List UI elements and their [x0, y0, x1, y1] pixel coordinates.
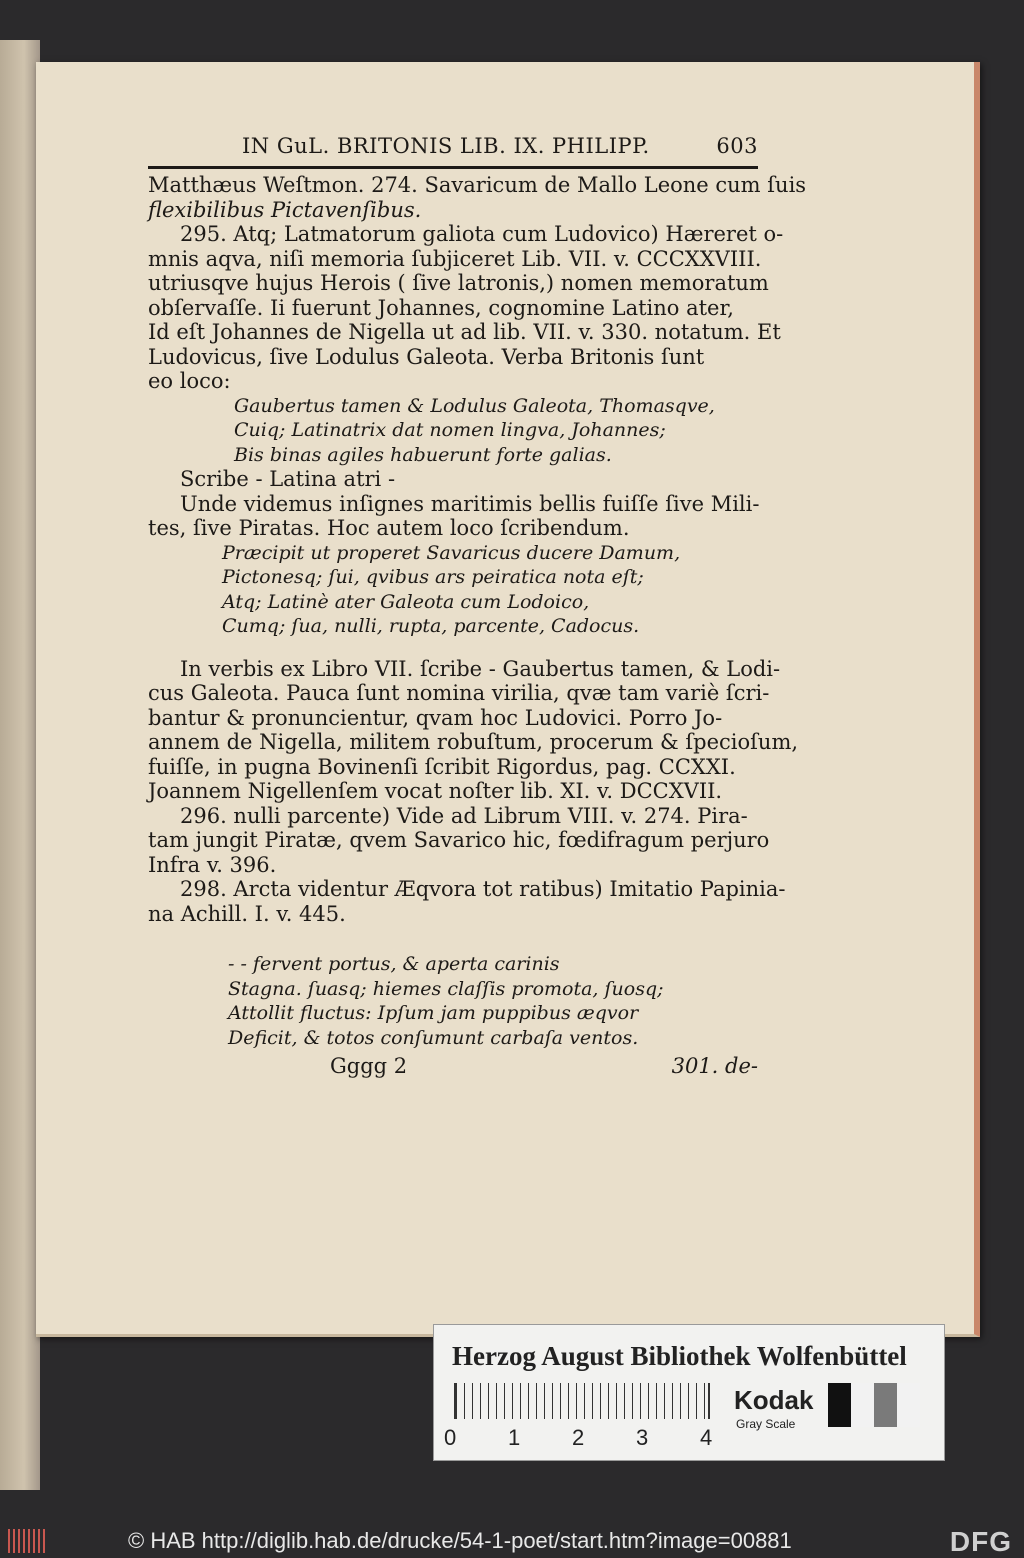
text-line: mnis aqva, niſi memoria ſubjiceret Lib. VII. v. CCCXXVIII. [148, 246, 762, 271]
ruler-number: 1 [508, 1425, 521, 1450]
page-footer [148, 1054, 758, 1084]
text-line: flexibilibus Pictavenſibus. [148, 197, 422, 222]
header-rule [148, 166, 758, 169]
barcode-icon [8, 1529, 48, 1553]
text-line: 298. Arcta videntur Æqvora tot ratibus) Imitatio Papinia- [180, 877, 786, 901]
ruler-number: 0 [444, 1425, 457, 1450]
page-text [148, 132, 807, 1084]
text-line: Infra v. 396. [148, 852, 277, 877]
gray-patch [897, 1383, 920, 1427]
verse-line: - - fervent portus, & aperta carinis [228, 953, 560, 975]
text-line: Unde videmus inſignes maritimis bellis fuiſſe ſive Mili- [180, 491, 760, 516]
kodak-logo: Kodak [734, 1385, 814, 1415]
text-line: tam jungit Piratæ, qvem Savarico hic, fœdifragum perjuro [148, 828, 770, 852]
text-line: Id eſt Johannes de Nigella ut ad lib. VII. v. 330. notatum. Et [148, 320, 781, 344]
text-line: Scribe - Latina atri - [180, 467, 396, 491]
header-title: IN GuL. BRITONIS LIB. IX. PHILIPP. [242, 134, 650, 158]
text-line: Joannem Nigellenſem vocat noſter lib. XI. v. DCCXVII. [148, 779, 723, 803]
spacer [148, 639, 758, 657]
library-name: Herzog August Bibliothek Wolfenbüttel [452, 1341, 907, 1371]
text-line: bantur & pronuncientur, qvam hoc Ludovici. Porro Jo- [148, 705, 723, 730]
running-header [148, 132, 758, 160]
gray-patch [874, 1383, 897, 1427]
gray-patches [828, 1383, 920, 1427]
verse-line: Pictonesq; ſui, qvibus ars peiratica nota eſt; [222, 566, 644, 588]
text-line: cus Galeota. Pauca ſunt nomina virilia, qvæ tam variè ſcri- [148, 681, 770, 705]
verse-line: Præcipit ut properet Savaricus ducere Damum, [222, 541, 681, 564]
footer-bar [0, 1527, 1024, 1557]
verse-line: Gaubertus tamen & Lodulus Galeota, Thomasqve, [234, 394, 715, 417]
verse-line: Cuiq; Latinatrix dat nomen lingva, Johannes; [234, 419, 666, 441]
ruler-number: 2 [572, 1425, 585, 1450]
color-reference-card [433, 1324, 945, 1461]
ruler-number: 3 [636, 1425, 649, 1450]
signature-mark: Gggg 2 [330, 1054, 408, 1078]
text-line: Ludovicus, ſive Lodulus Galeota. Verba Britonis ſunt [148, 344, 705, 369]
text-line: eo loco: [148, 369, 231, 393]
gray-patch [828, 1383, 851, 1427]
text-line: obſervaſſe. Ii fuerunt Johannes, cognomine Latino ater, [148, 295, 734, 320]
verse-line: Attollit fluctus: Ipſum jam puppibus æqvor [228, 1002, 639, 1024]
gray-patch [851, 1383, 874, 1427]
book-page [36, 62, 980, 1337]
verse-line: Stagna. ſuasq; hiemes claſſis promota, ſuosq; [228, 977, 664, 1000]
verse-line: Bis binas agiles habuerunt forte galias. [234, 443, 612, 466]
ruler-number: 4 [700, 1425, 713, 1450]
verse-line: Cumq; ſua, nulli, rupta, parcente, Cadocus. [222, 615, 640, 637]
text-line: tes, ſive Piratas. Hoc autem loco ſcribendum. [148, 516, 630, 540]
text-line: 296. nulli parcente) Vide ad Librum VIII. v. 274. Pira- [180, 803, 748, 828]
gray-scale-label: Gray Scale [736, 1417, 796, 1431]
verse-line: Deficit, & totos conſumunt carbaſa ventos. [228, 1026, 639, 1049]
credit-link[interactable]: © HAB http://diglib.hab.de/drucke/54-1-poet/start.htm?image=00881 [128, 1528, 792, 1553]
verse-line: Atq; Latinè ater Galeota cum Lodoico, [222, 590, 590, 613]
page-number: 603 [716, 134, 758, 158]
catchword: 301. de- [671, 1054, 758, 1078]
ruler-ticks [454, 1383, 710, 1419]
text-line: na Achill. I. v. 445. [148, 901, 346, 926]
dfg-logo: DFG [949, 1526, 1012, 1557]
text-line: 295. Atq; Latmatorum galiota cum Ludovico) Hæreret o- [180, 222, 784, 246]
text-line: fuiſſe, in pugna Bovinenſi ſcribit Rigordus, pag. CCXXI. [148, 754, 736, 779]
ruler-scale [454, 1383, 710, 1423]
text-line: In verbis ex Libro VII. ſcribe - Gaubertus tamen, & Lodi- [180, 656, 781, 681]
spacer [148, 926, 758, 952]
adjacent-page-edge [0, 40, 40, 1490]
text-line: Matthæus Weſtmon. 274. Savaricum de Mallo Leone cum ſuis [148, 173, 807, 197]
text-line: annem de Nigella, militem robuſtum, procerum & ſpecioſum, [148, 730, 799, 754]
text-line: utriusqve hujus Herois ( ſive latronis,) nomen memoratum [148, 271, 769, 295]
